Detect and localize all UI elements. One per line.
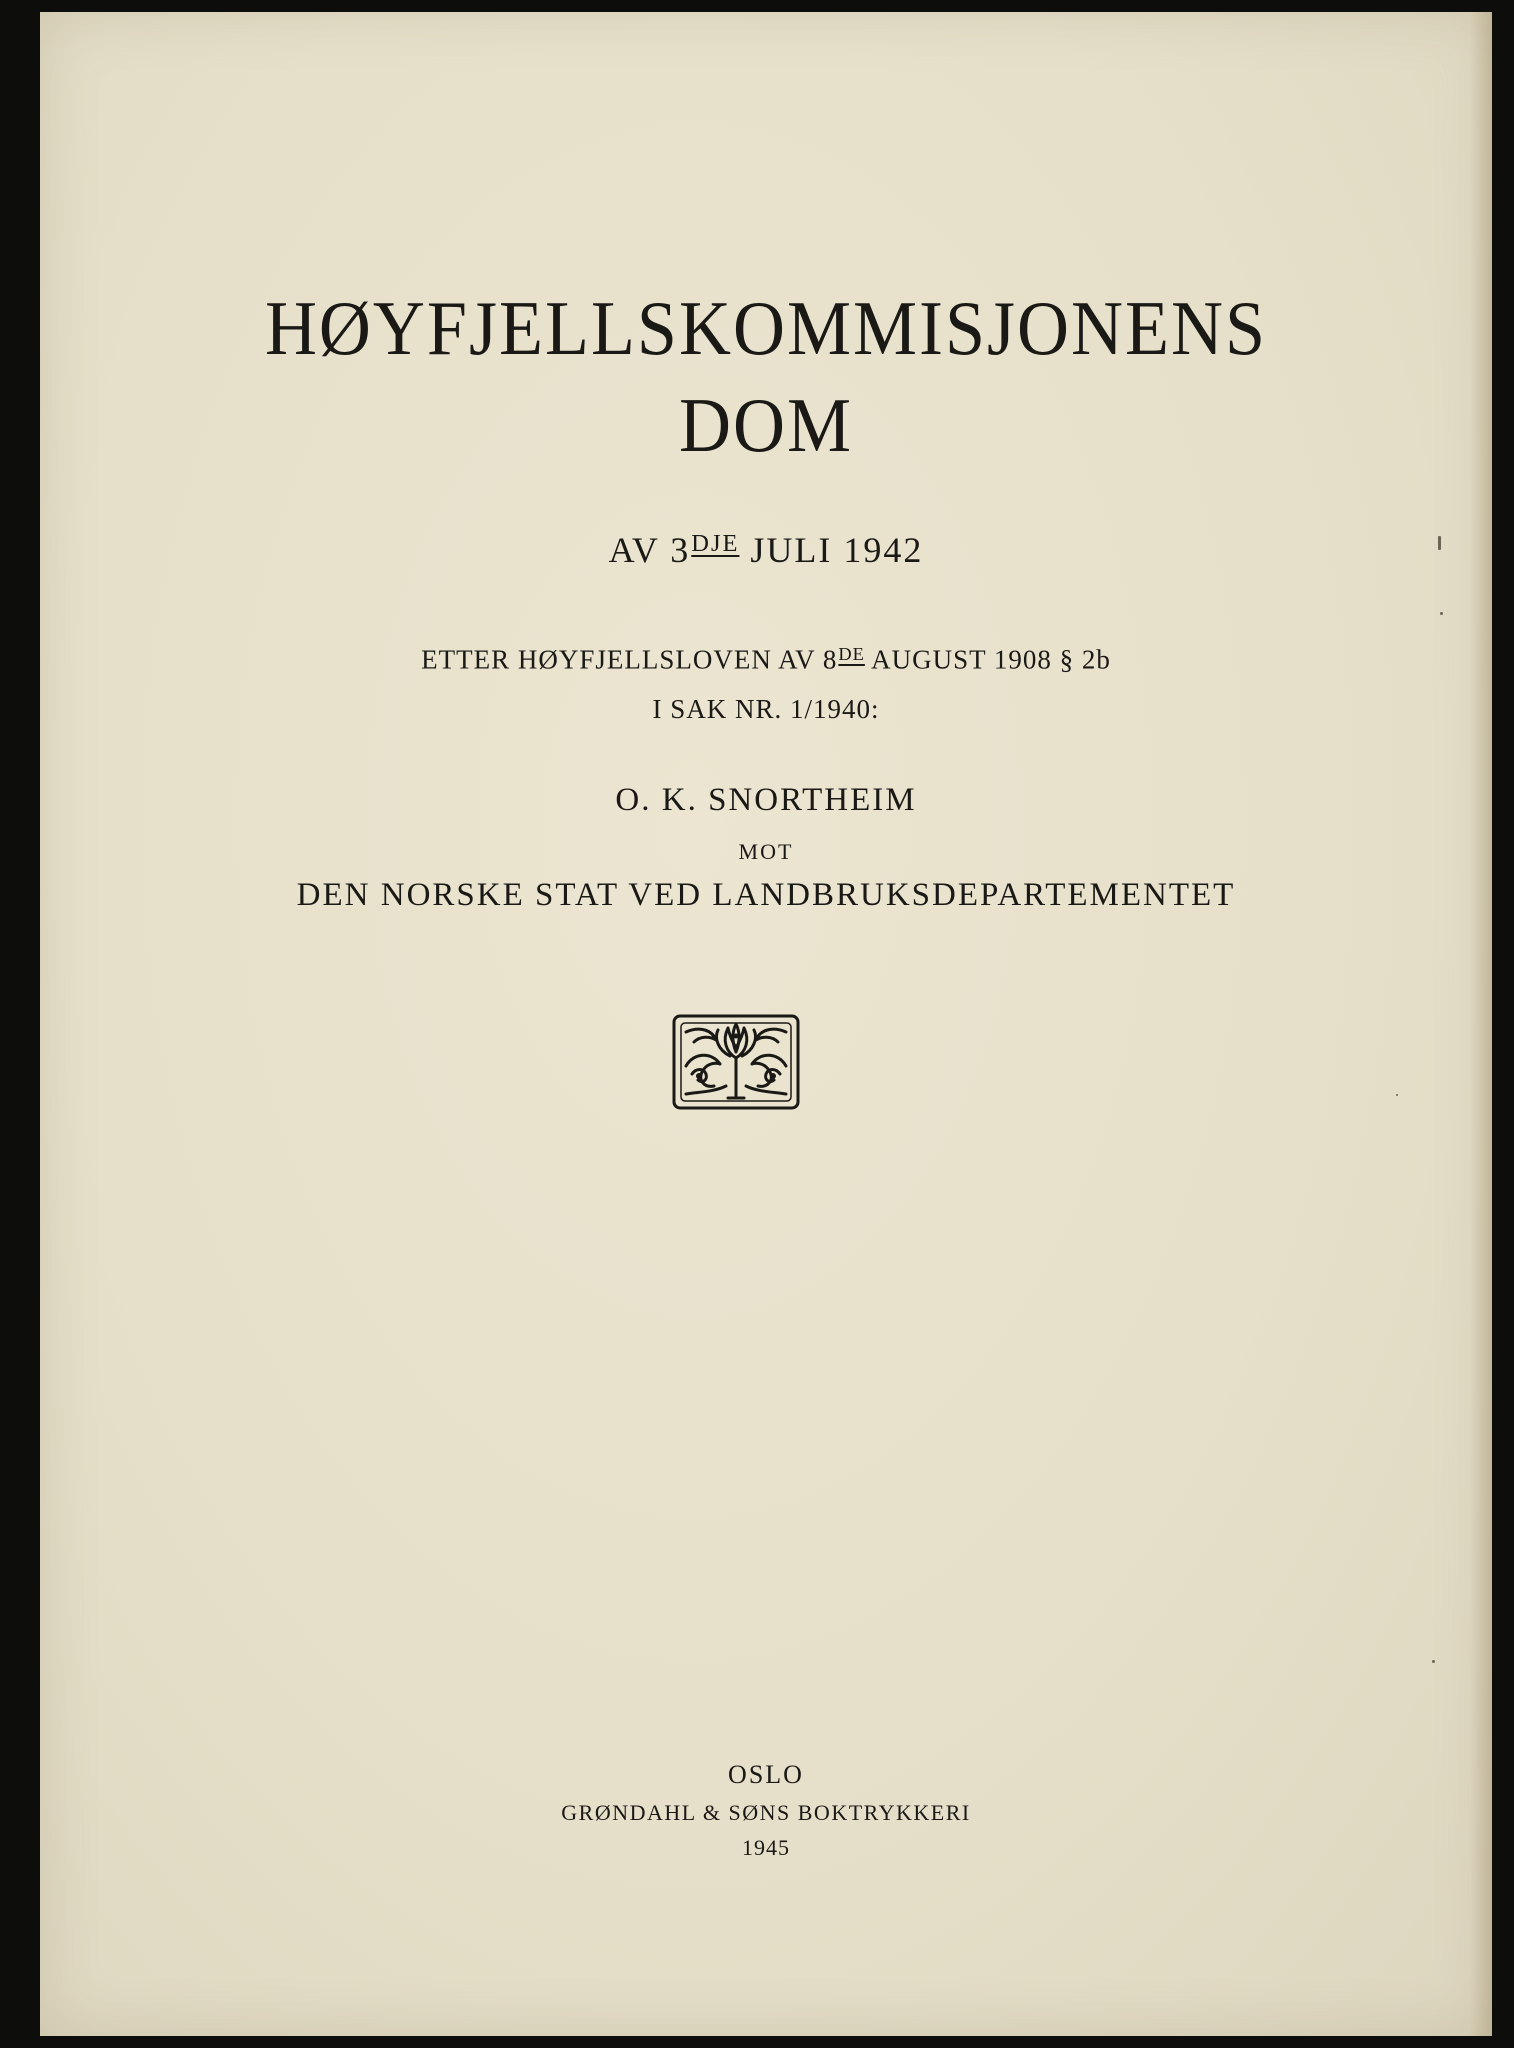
vignette-ornament-icon (670, 1012, 802, 1112)
imprint-printer: GRØNDAHL & SØNS BOKTRYKKERI (561, 1800, 971, 1825)
versus-label: MOT (738, 839, 794, 864)
paper-speck (1438, 536, 1441, 550)
paper-speck (1440, 612, 1443, 615)
paper-speck (1396, 1094, 1398, 1096)
judgment-date (40, 529, 1492, 571)
judgment-date-ordinal: DJE (691, 529, 740, 557)
paper-speck (1432, 1660, 1435, 1663)
judgment-date-prefix: AV 3 (608, 530, 691, 570)
law-reference-prefix: ETTER HØYFJELLSLOVEN AV 8 (421, 644, 838, 675)
imprint-city: OSLO (728, 1760, 804, 1789)
title-line-2: DOM (678, 381, 853, 469)
plaintiff: O. K. SNORTHEIM (615, 782, 917, 818)
imprint-year: 1945 (742, 1835, 790, 1860)
judgment-date-rest: JULI 1942 (739, 530, 924, 570)
law-reference (40, 644, 1492, 675)
law-reference-ordinal: DE (838, 644, 865, 664)
defendant: DEN NORSKE STAT VED LANDBRUKSDEPARTEMENTET (296, 877, 1236, 913)
title-page (40, 12, 1492, 2036)
case-number: I SAK NR. 1/1940: (652, 694, 880, 724)
law-reference-rest: AUGUST 1908 § 2b (864, 644, 1111, 675)
title-line-1: HØYFJELLSKOMMISJONENS (264, 284, 1268, 372)
